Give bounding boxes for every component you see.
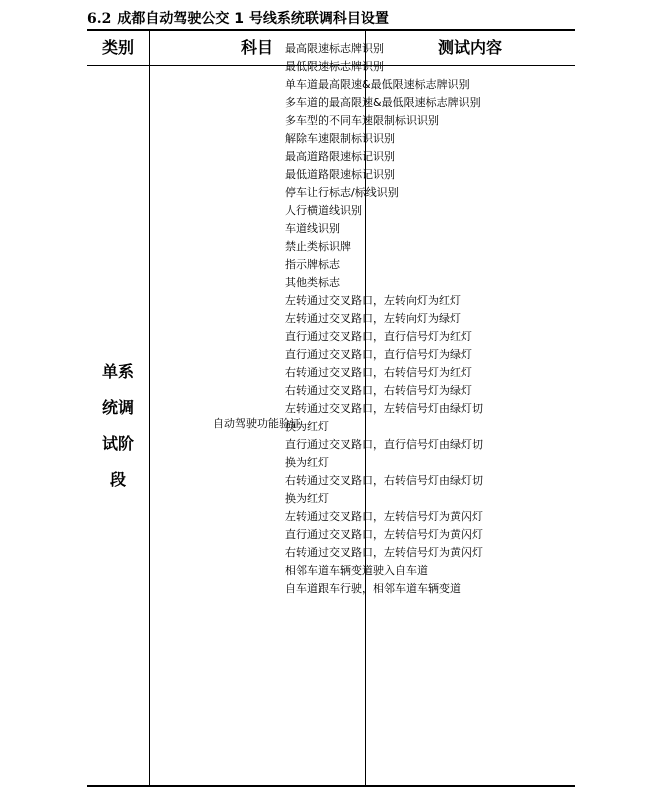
test-content-item: 单车道最高限速&最低限速标志牌识别 [285,78,470,91]
section-number: 6.2 [87,11,112,27]
category-line: 单系 [101,362,134,381]
category-line: 段 [109,470,126,489]
section-heading [87,8,389,30]
test-content-item: 左转通过交叉路口，左转向灯为红灯 [285,294,461,307]
test-content-item: 直行通过交叉路口，直行信号灯为红灯 [285,330,472,343]
test-content-item: 相邻车道车辆变道驶入自车道 [285,564,428,577]
test-content-item: 左转通过交叉路口，左转信号灯为黄闪灯 [285,510,483,523]
test-content-item: 右转通过交叉路口，左转信号灯为黄闪灯 [285,546,483,559]
test-content-item: 禁止类标识牌 [285,240,351,253]
test-content-item: 其他类标志 [285,276,340,289]
category-line: 试阶 [101,434,134,453]
category-line: 统调 [101,398,134,417]
test-content-item: 左转通过交叉路口，左转信号灯由绿灯切换为红灯 [285,402,483,433]
test-content-item: 最高限速标志牌识别 [285,42,384,55]
category-cell [87,354,149,498]
column-divider-1 [149,29,150,786]
test-content-item: 直行通过交叉路口，直行信号灯由绿灯切换为红灯 [285,438,483,469]
test-content-item: 自车道跟车行驶，相邻车道车辆变道 [285,582,461,595]
test-content-item: 停车让行标志/标线识别 [285,186,399,199]
test-content-item: 右转通过交叉路口，右转信号灯为绿灯 [285,384,472,397]
test-content-item: 车道线识别 [285,222,340,235]
subject-cell: 自动驾驶功能验证 [213,417,301,430]
test-content-item: 人行横道线识别 [285,204,362,217]
test-content-item: 最低限速标志牌识别 [285,60,384,73]
table-bottom-rule [87,785,575,787]
header-test-content: 测试内容 [437,38,502,57]
header-category: 类别 [101,38,134,57]
test-content-item: 最高道路限速标记识别 [285,150,395,163]
test-content-item: 右转通过交叉路口，右转信号灯由绿灯切换为红灯 [285,474,483,505]
section-title-text: 成都自动驾驶公交 1 号线系统联调科目设置 [117,11,389,27]
test-content-item: 多车型的不同车速限制标识识别 [285,114,439,127]
test-content-item: 多车道的最高限速&最低限速标志牌识别 [285,96,481,109]
test-content-item: 解除车速限制标识识别 [285,132,395,145]
test-content-item: 直行通过交叉路口，左转信号灯为黄闪灯 [285,528,483,541]
header-subject: 科目 [240,38,273,57]
test-content-item: 最低道路限速标记识别 [285,168,395,181]
test-content-item: 左转通过交叉路口，左转向灯为绿灯 [285,312,461,325]
test-content-list [285,40,485,598]
test-content-item: 指示牌标志 [285,258,340,271]
test-content-item: 右转通过交叉路口，右转信号灯为红灯 [285,366,472,379]
test-content-item: 直行通过交叉路口，直行信号灯为绿灯 [285,348,472,361]
